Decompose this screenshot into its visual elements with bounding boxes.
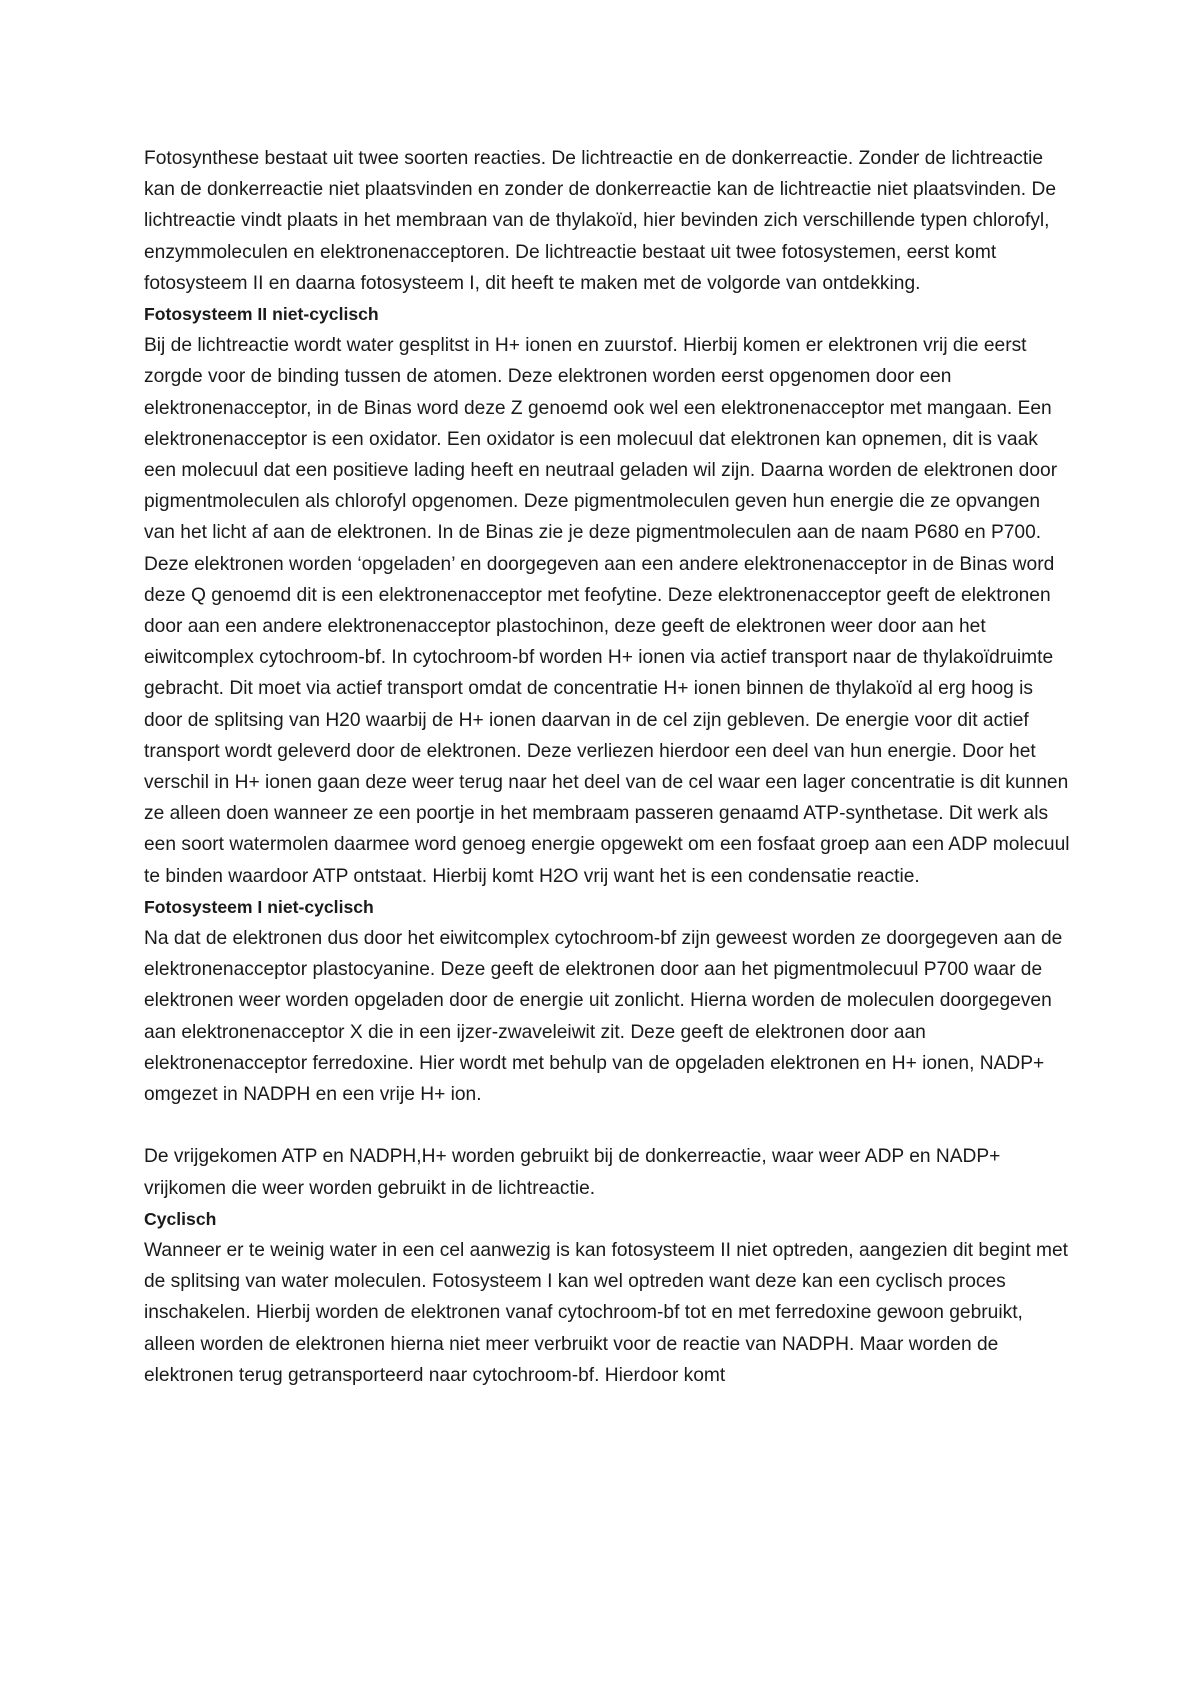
section-body-cyclisch: Wanneer er te weinig water in een cel aanwezig is kan fotosysteem II niet optreden, aangezien dit begint met de splitsing van water moleculen. Fotosysteem I kan wel optreden want deze kan een cyclisch proces inschakelen. Hierbij worden de elektronen vanaf cytochroom-bf tot en met ferredoxine gewoon gebruikt, alleen worden de elektronen hierna niet meer verbruikt voor de reactie van NADPH. Maar worden de elektronen terug getransporteerd naar cytochroom-bf. Hierdoor komt — [144, 1239, 1069, 1386]
section-heading-cyclisch: Cyclisch — [144, 1208, 217, 1229]
section-heading-fotosysteem-i: Fotosysteem I niet-cyclisch — [144, 896, 374, 917]
section-body-fotosysteem-i: Na dat de elektronen dus door het eiwitcomplex cytochroom-bf zijn geweest worden ze doorgegeven aan de elektronenacceptor plastocyanine. Deze geeft de elektronen door aan het pigmentmolecuul P700 waar de elektronen weer worden opgeladen door de energie uit zonlicht. Hierna worden de moleculen doorgegeven aan elektronenacceptor X die in een ijzer-zwaveleiwit zit. Deze geeft de elektronen door aan elektronenacceptor ferredoxine. Hier wordt met behulp van de opgeladen elektronen en H+ ionen, NADP+ omgezet in NADPH en een vrije H+ ion. — [144, 928, 1063, 1106]
intro-paragraph: Fotosynthese bestaat uit twee soorten reacties. De lichtreactie en de donkerreactie. Zonder de lichtreactie kan de donkerreactie niet plaatsvinden en zonder de donkerreactie kan de lichtreactie niet plaatsvinden. De lichtreactie vindt plaats in het membraan van de thylakoïd, hier bevinden zich verschillende typen chlorofyl, enzymmoleculen en elektronenacceptoren. De lichtreactie bestaat uit twee fotosystemen, eerst komt fotosysteem II en daarna fotosysteem I, dit heeft te maken met de volgorde van ontdekking. — [144, 148, 1056, 294]
followup-paragraph: De vrijgekomen ATP en NADPH,H+ worden gebruikt bij de donkerreactie, waar weer ADP en NADP+ vrijkomen die weer worden gebruikt in de lichtreactie. — [144, 1146, 1001, 1199]
document-body — [144, 143, 1072, 1391]
section-body-fotosysteem-ii: Bij de lichtreactie wordt water gesplitst in H+ ionen en zuurstof. Hierbij komen er elektronen vrij die eerst zorgde voor de binding tussen de atomen. Deze elektronen worden eerst opgenomen door een elektronenacceptor, in de Binas word deze Z genoemd ook wel een elektronenacceptor met mangaan. Een elektronenacceptor is een oxidator. Een oxidator is een molecuul dat elektronen kan opnemen, dit is vaak een molecuul dat een positieve lading heeft en neutraal geladen wil zijn. Daarna worden de elektronen door pigmentmoleculen als chlorofyl opgenomen. Deze pigmentmoleculen geven hun energie die ze opvangen van het licht af aan de elektronen. In de Binas zie je deze pigmentmoleculen aan de naam P680 en P700. Deze elektronen worden ‘opgeladen’ en doorgegeven aan een andere elektronenacceptor in de Binas word deze Q genoemd dit is een elektronenacceptor met feofytine. Deze elektronenacceptor geeft de elektronen door aan een andere elektronenacceptor plastochinon, deze geeft de elektronen weer door aan het eiwitcomplex cytochroom-bf. In cytochroom-bf worden H+ ionen via actief transport naar de thylakoïdruimte gebracht. Dit moet via actief transport omdat de concentratie H+ ionen binnen de thylakoïd al erg hoog is door de splitsing van H20 waarbij de H+ ionen daarvan in de cel zijn gebleven. De energie voor dit actief transport wordt geleverd door de elektronen. Deze verliezen hierdoor een deel van hun energie. Door het verschil in H+ ionen gaan deze weer terug naar het deel van de cel waar een lager concentratie is dit kunnen ze alleen doen wanneer ze een poortje in het membraam passeren genaamd ATP-synthetase. Dit werk als een soort watermolen daarmee word genoeg energie opgewekt om een fosfaat groep aan een ADP molecuul te binden waardoor ATP ontstaat. Hierbij komt H2O vrij want het is een condensatie reactie. — [144, 335, 1070, 887]
section-heading-fotosysteem-ii: Fotosysteem II niet-cyclisch — [144, 304, 379, 325]
